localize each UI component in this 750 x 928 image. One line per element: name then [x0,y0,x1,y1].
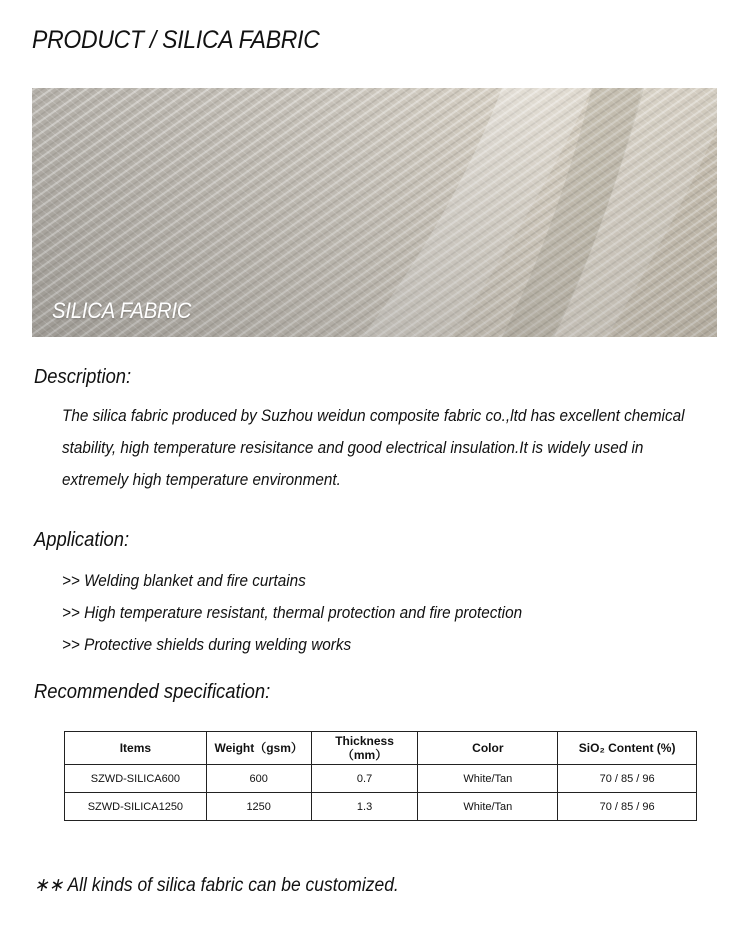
table-row [65,793,697,821]
cell-item: SZWD-SILICA1250 [65,793,207,821]
table-row [65,765,697,793]
header-thickness [311,732,418,765]
header-content: SiO₂ Content (%) [558,732,697,765]
application-heading: Application: [34,529,130,551]
header-thickness-line2: （mm） [341,748,388,762]
hero-image [32,88,717,337]
cell-weight: 1250 [206,793,311,821]
list-item: >> High temperature resistant, thermal protection and fire protection [62,603,523,622]
cell-weight: 600 [206,765,311,793]
hero-caption: SILICA FABRIC [52,298,192,323]
page-title: PRODUCT / SILICA FABRIC [32,26,320,54]
header-weight: Weight（gsm） [206,732,311,765]
description-text [62,400,692,496]
cell-color: White/Tan [418,793,558,821]
description-heading: Description: [34,366,132,388]
cell-color: White/Tan [418,765,558,793]
header-thickness-line1: Thickness [335,734,394,748]
description-line: extremely high temperature environment. [62,470,341,489]
specification-heading: Recommended specification: [34,681,271,703]
application-list [62,565,522,661]
header-items: Items [65,732,207,765]
table-header-row [65,732,697,765]
specification-table [64,731,697,821]
list-item: >> Welding blanket and fire curtains [62,571,306,590]
list-item: >> Protective shields during welding works [62,635,352,654]
description-line: The silica fabric produced by Suzhou weidun composite fabric co.,ltd has excellent chemical [62,406,685,425]
footer-note: ∗∗ All kinds of silica fabric can be customized. [34,875,399,896]
header-color: Color [418,732,558,765]
cell-thickness: 1.3 [311,793,418,821]
description-line: stability, high temperature resisitance and good electrical insulation.It is widely used in [62,438,644,457]
cell-content: 70 / 85 / 96 [558,793,697,821]
cell-content: 70 / 85 / 96 [558,765,697,793]
cell-item: SZWD-SILICA600 [65,765,207,793]
cell-thickness: 0.7 [311,765,418,793]
